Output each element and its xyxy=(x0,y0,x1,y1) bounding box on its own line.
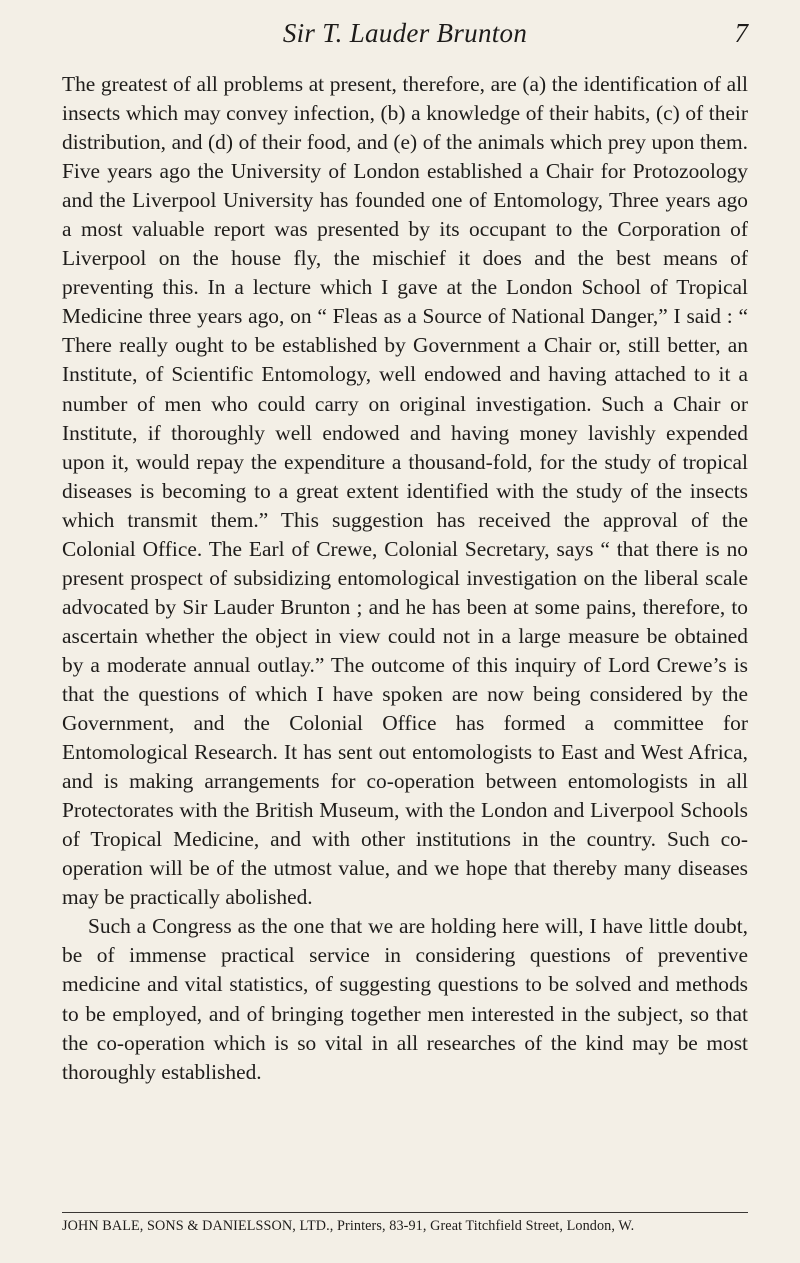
page-number: 7 xyxy=(734,18,748,48)
paragraph-2: Such a Congress as the one that we are holding here will, I have little doubt, be of immense practical service in considering questions of preventive medicine and vital statistics, of suggesting questions to be solved and methods to be employed, and of bringing together men interested in the subject, so that the co-operation which is so vital in all researches of the kind may be most thoroughly established. xyxy=(62,914,748,1084)
body-text xyxy=(62,70,748,1087)
footer-rule xyxy=(62,1212,748,1213)
running-title: Sir T. Lauder Brunton xyxy=(282,18,528,48)
printer-imprint: JOHN BALE, SONS & DANIELSSON, LTD., Printers, 83-91, Great Titchfield Street, London, W. xyxy=(62,1218,635,1234)
paragraph-1: The greatest of all problems at present, therefore, are (a) the identification of all insects which may convey infection, (b) a knowledge of their habits, (c) of their distribution, and (d) of their food, and (e) of the animals which prey upon them. Five years ago the University of London established a Chair for Protozoology and the Liverpool University has founded one of Entomology, Three years ago a most valuable report was presented by its occupant to the Corporation of Liverpool on the house fly, the mischief it does and the best means of preventing this. In a lecture which I gave at the London School of Tropical Medicine three years ago, on “ Fleas as a Source of National Danger,” I said : “ There really ought to be established by Government a Chair or, still better, an Institute, of Scientific Entomology, well endowed and having attached to it a number of men who could carry on original investigation. Such a Chair or Institute, if thoroughly well endowed and having money lavishly expended upon it, would repay the expenditure a thousand-fold, for the study of tropical diseases is becoming to a great extent identified with the study of the insects which transmit them.” This suggestion has received the approval of the Colonial Office. The Earl of Crewe, Colonial Secretary, says “ that there is no present prospect of subsidizing entomological investigation on the liberal scale advocated by Sir Lauder Brunton ; and he has been at some pains, therefore, to ascertain whether the object in view could not in a large measure be obtained by a moderate annual outlay.” The outcome of this inquiry of Lord Crewe’s is that the questions of which I have spoken are now being considered by the Government, and the Colonial Office has formed a committee for Entomological Research. It has sent out entomologists to East and West Africa, and is making arrangements for co-operation between entomologists in all Protectorates with the British Museum, with the London and Liverpool Schools of Tropical Medicine, and with other institutions in the country. Such co-operation will be of the utmost value, and we hope that thereby many diseases may be practically abolished. xyxy=(62,72,748,910)
running-head xyxy=(62,10,748,60)
